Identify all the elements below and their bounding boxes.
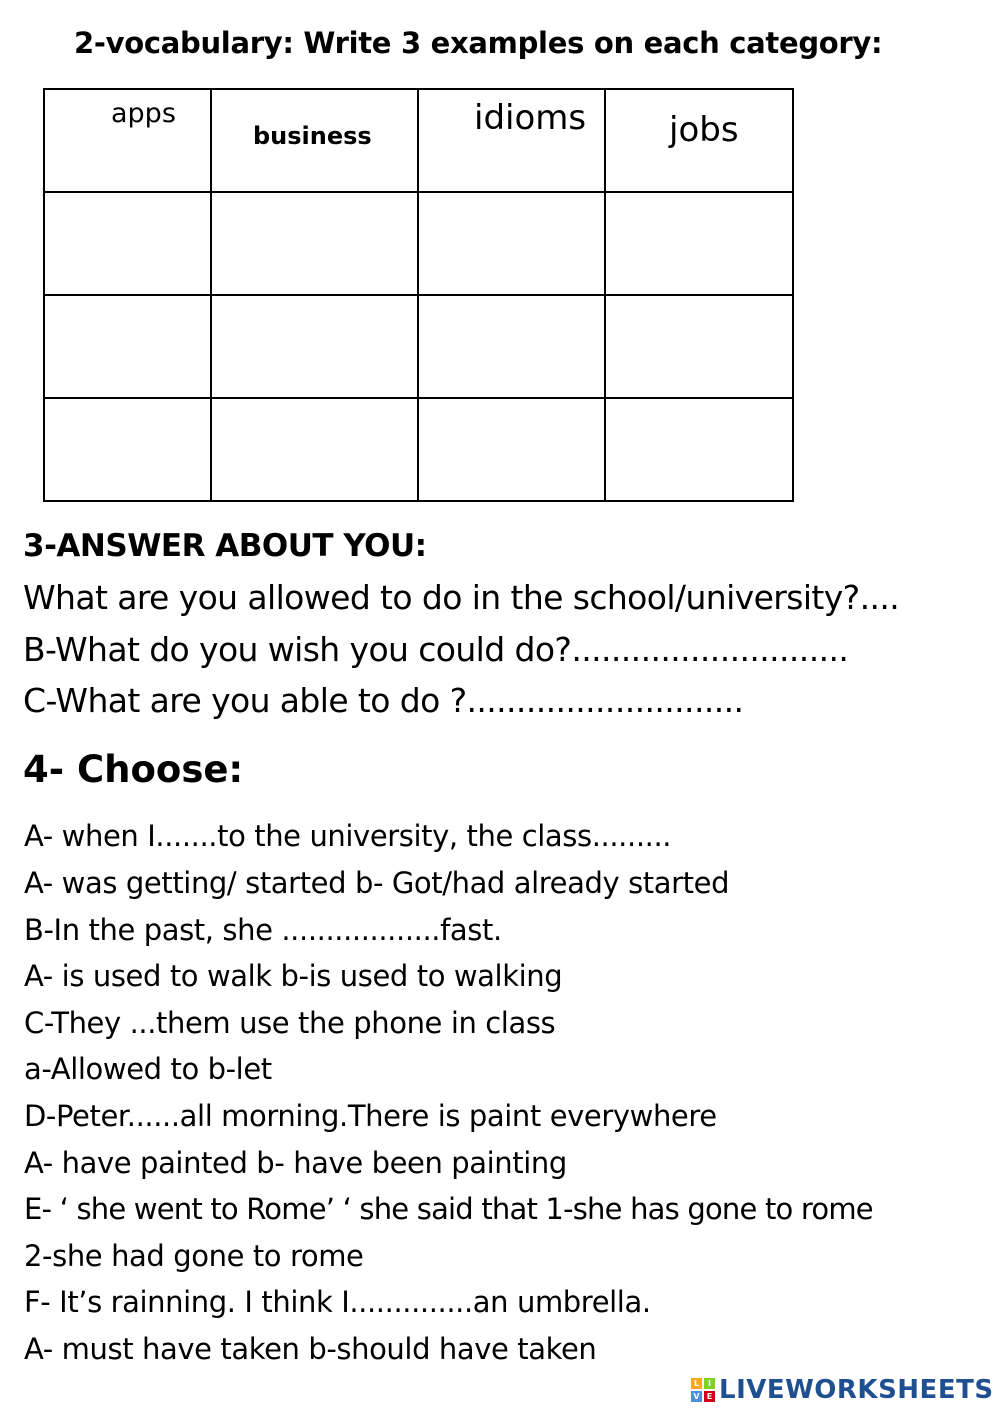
- header-label: idioms: [474, 98, 587, 138]
- choice-line: C-They ...them use the phone in class: [24, 1006, 556, 1040]
- answer-cell[interactable]: [605, 398, 793, 501]
- choice-line: A- was getting/ started b- Got/had already started: [24, 866, 730, 900]
- choice-line: E- ‘ she went to Rome’ ‘ she said that 1-she has gone to rome: [24, 1192, 873, 1226]
- answer-cell[interactable]: [418, 398, 605, 501]
- logo-icon-letter: L: [691, 1378, 702, 1389]
- answer-cell[interactable]: [211, 398, 418, 501]
- answer-cell[interactable]: [418, 295, 605, 398]
- choice-line: A- have painted b- have been painting: [24, 1146, 567, 1180]
- answer-cell[interactable]: [44, 398, 211, 501]
- logo-icon-letter: V: [691, 1391, 702, 1402]
- header-label: jobs: [669, 110, 739, 150]
- choice-line: A- is used to walk b-is used to walking: [24, 959, 563, 993]
- table-row: [44, 192, 793, 295]
- choice-line: 2-she had gone to rome: [24, 1239, 364, 1273]
- answer-cell[interactable]: [44, 295, 211, 398]
- answer-cell[interactable]: [418, 192, 605, 295]
- choice-line: B-In the past, she ..................fast.: [24, 913, 502, 947]
- header-cell-jobs: [605, 89, 793, 192]
- section-3-title: 3-ANSWER ABOUT YOU:: [23, 528, 427, 564]
- liveworksheets-logo: [691, 1375, 994, 1405]
- logo-text: LIVEWORKSHEETS: [719, 1375, 994, 1405]
- choice-line: A- when I.......to the university, the class.........: [24, 819, 672, 853]
- logo-icon: [691, 1378, 715, 1402]
- table-header-row: [44, 89, 793, 192]
- answer-cell[interactable]: [211, 192, 418, 295]
- answer-cell[interactable]: [211, 295, 418, 398]
- question-line: C-What are you able to do ?............................: [23, 681, 744, 720]
- choice-line: D-Peter......all morning.There is paint everywhere: [24, 1099, 717, 1133]
- vocabulary-table: [43, 88, 794, 502]
- logo-icon-letter: I: [704, 1378, 715, 1389]
- answer-cell[interactable]: [605, 192, 793, 295]
- table-row: [44, 295, 793, 398]
- choice-line: a-Allowed to b-let: [24, 1052, 272, 1086]
- choice-line: F- It’s rainning. I think I..............an umbrella.: [24, 1285, 651, 1319]
- table-row: [44, 398, 793, 501]
- logo-icon-letter: E: [704, 1391, 715, 1402]
- question-line: B-What do you wish you could do?............................: [23, 630, 849, 669]
- header-label: apps: [111, 98, 176, 129]
- header-cell-idioms: [418, 89, 605, 192]
- header-label: business: [253, 122, 372, 150]
- choice-line: A- must have taken b-should have taken: [24, 1332, 597, 1366]
- question-line: What are you allowed to do in the school/university?....: [23, 578, 900, 617]
- header-cell-business: [211, 89, 418, 192]
- section-4-title: 4- Choose:: [23, 748, 244, 791]
- section-2-title: 2-vocabulary: Write 3 examples on each category:: [74, 26, 883, 60]
- answer-cell[interactable]: [44, 192, 211, 295]
- answer-cell[interactable]: [605, 295, 793, 398]
- header-cell-apps: [44, 89, 211, 192]
